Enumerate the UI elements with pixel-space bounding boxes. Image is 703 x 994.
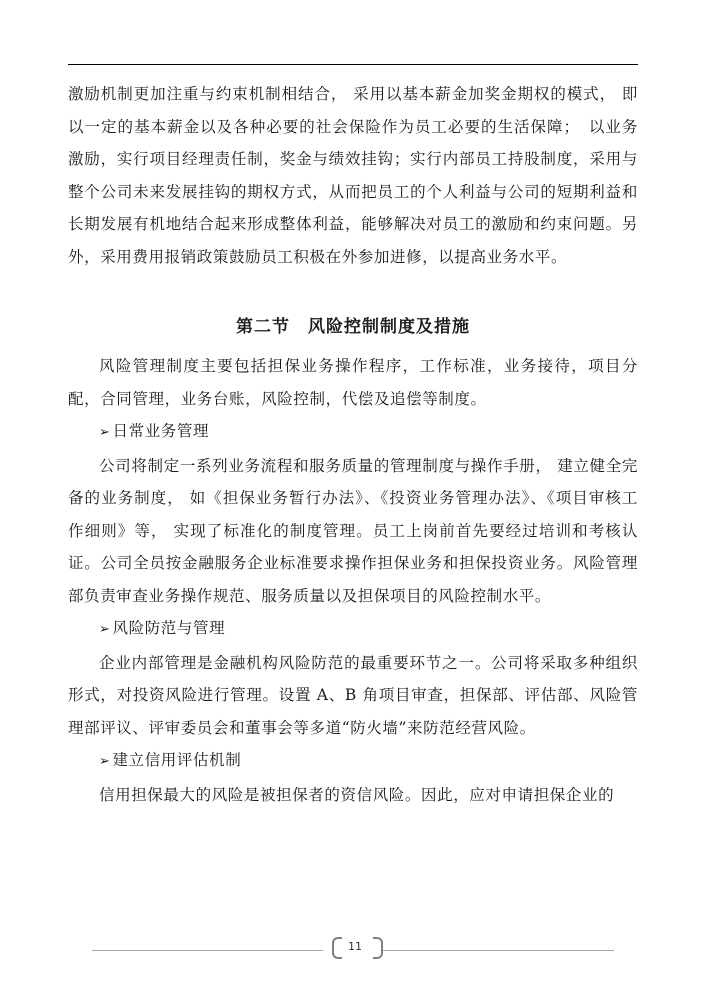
footer-rule-right [383, 950, 614, 951]
body-paragraph-daily-management: 公司将制定一系列业务流程和服务质量的管理制度与操作手册， 建立健全完备的业务制度， 如《担保业务暂行办法》、《投资业务管理办法》、《项目审核工作细则》等， 实现了标准化的制度管理。员工上岗前首先要经过培训和考核认证。公司全员按金融服务企业标准要求操作担保业务和担保投资业务。风险管理部负责审查业务操作规范、服务质量以及担保项目的风险控制水平。 [68, 456, 638, 605]
page-number: 11 [348, 940, 362, 953]
body-paragraph-risk-prevention: 企业内部管理是金融机构风险防范的最重要环节之一。公司将采取多种组织形式，对投资风险进行管理。设置 A、B 角项目审查，担保部、评估部、风险管理部评议、评审委员会和董事会等多道“防火墙”来防范经营风险。 [68, 653, 638, 737]
footer-rule-left [92, 950, 323, 951]
section-number: 第二节 [236, 317, 290, 337]
section-heading [68, 312, 638, 342]
document-body [68, 78, 638, 811]
page-footer [92, 937, 614, 963]
bullet-item-risk-prevention [68, 612, 638, 647]
footer-bracket-right [373, 937, 383, 959]
bullet-item-daily-management [68, 415, 638, 450]
section-title: 风险控制制度及措施 [308, 317, 470, 337]
header-rule [68, 64, 638, 65]
body-paragraph-intro: 风险管理制度主要包括担保业务操作程序，工作标准，业务接待，项目分配，合同管理，业务台账，风险控制，代偿及追偿等制度。 [68, 357, 638, 408]
bullet-label: 建立信用评估机制 [112, 751, 242, 769]
arrowhead-bullet-icon: ➢ [99, 754, 111, 769]
arrowhead-bullet-icon: ➢ [99, 425, 111, 440]
arrowhead-bullet-icon: ➢ [99, 622, 111, 637]
body-paragraph-credit-evaluation: 信用担保最大的风险是被担保者的资信风险。因此，应对申请担保企业的 [99, 785, 615, 804]
bullet-item-credit-evaluation [68, 744, 638, 779]
bullet-label: 日常业务管理 [112, 422, 210, 440]
body-paragraph-incentive: 激励机制更加注重与约束机制相结合， 采用以基本薪金加奖金期权的模式， 即以一定的基本薪金以及各种必要的社会保险作为员工必要的生活保障； 以业务激励，实行项目经理责任制，奖金与绩效挂钩；实行内部员工持股制度，采用与整个公司未来发展挂钩的期权方式，从而把员工的个人利益与公司的短期利益和长期发展有机地结合起来形成整体利益，能够解决对员工的激励和约束问题。另外，采用费用报销政策鼓励员工积极在外参加进修，以提高业务水平。 [68, 85, 638, 266]
bullet-label: 风险防范与管理 [112, 619, 226, 637]
